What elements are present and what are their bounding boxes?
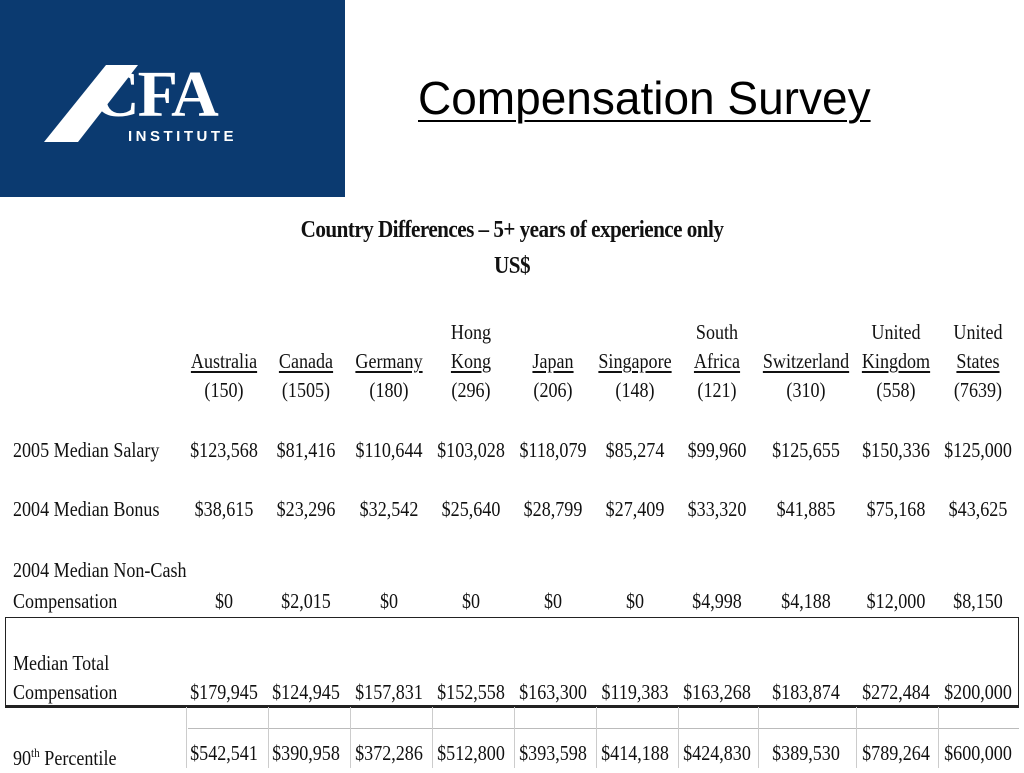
column-name-line: United <box>953 320 1003 344</box>
table-cell: $123,568 <box>190 438 258 462</box>
column-separator <box>678 707 679 768</box>
column-header <box>532 347 573 405</box>
column-name-line: Kingdom <box>861 349 931 373</box>
column-separator <box>596 707 597 768</box>
column-name-line: Japan <box>532 349 574 373</box>
column-separator <box>758 707 759 768</box>
column-name-line: South <box>695 320 739 344</box>
table-cell: $38,615 <box>194 497 254 521</box>
table-cell: $179,945 <box>190 680 258 704</box>
column-header <box>451 318 491 405</box>
column-name-line: Hong <box>450 320 492 344</box>
table-cell: $75,168 <box>866 497 926 521</box>
table-cell: $4,998 <box>692 589 742 613</box>
column-sample-count: (296) <box>451 378 491 402</box>
table-cell: $542,541 <box>190 741 258 765</box>
column-header <box>598 347 671 405</box>
svg-text:CFA: CFA <box>92 58 217 131</box>
total-compensation-highlight-box <box>5 617 1019 706</box>
row-label-superscript: th <box>31 745 40 760</box>
column-sample-count: (558) <box>876 378 916 402</box>
table-title-currency: US$ <box>494 253 530 279</box>
column-separator <box>938 707 939 768</box>
table-cell: $390,958 <box>272 741 340 765</box>
table-cell: $124,945 <box>272 680 340 704</box>
table-title <box>0 212 1024 284</box>
column-header <box>191 347 257 405</box>
table-cell: $25,640 <box>441 497 501 521</box>
table-cell: $27,409 <box>605 497 665 521</box>
table-cell: $512,800 <box>437 741 505 765</box>
column-sample-count: (7639) <box>953 378 1003 402</box>
table-cell: $389,530 <box>772 741 840 765</box>
column-sample-count: (150) <box>204 378 244 402</box>
table-cell: $119,383 <box>601 680 669 704</box>
cfa-institute-logo <box>0 0 345 197</box>
row-label: 2004 Median Non-Cash <box>13 558 187 582</box>
table-cell: $2,015 <box>281 589 331 613</box>
column-separator <box>432 707 433 768</box>
table-cell: $600,000 <box>944 741 1012 765</box>
column-name-line: Kong <box>450 349 492 373</box>
table-cell: $183,874 <box>772 680 840 704</box>
row-label: 2005 Median Salary <box>13 438 160 462</box>
table-cell: $152,558 <box>437 680 505 704</box>
table-cell: $125,655 <box>772 438 840 462</box>
table-cell: $393,598 <box>519 741 587 765</box>
table-cell: $99,960 <box>687 438 747 462</box>
row-label: Median Total <box>13 651 110 675</box>
column-name-line: States <box>956 349 1000 373</box>
row-label: Compensation <box>13 589 118 613</box>
table-cell: $272,484 <box>862 680 930 704</box>
row-label: 2004 Median Bonus <box>13 497 160 521</box>
row-label: Compensation <box>13 680 118 704</box>
column-sample-count: (206) <box>533 378 573 402</box>
row-label: 90th Percentile <box>13 745 117 770</box>
table-cell: $0 <box>543 589 563 613</box>
table-cell: $163,300 <box>519 680 587 704</box>
column-header <box>862 318 930 405</box>
percentile-row-line <box>188 728 1019 729</box>
table-cell: $789,264 <box>862 741 930 765</box>
column-header <box>355 347 422 405</box>
table-cell: $372,286 <box>355 741 423 765</box>
table-cell: $125,000 <box>944 438 1012 462</box>
table-cell: $33,320 <box>687 497 747 521</box>
table-cell: $118,079 <box>519 438 587 462</box>
table-cell: $0 <box>379 589 399 613</box>
table-cell: $12,000 <box>866 589 926 613</box>
table-cell: $414,188 <box>601 741 669 765</box>
table-cell: $157,831 <box>355 680 423 704</box>
table-cell: $85,274 <box>605 438 665 462</box>
table-cell: $4,188 <box>781 589 831 613</box>
column-separator <box>350 707 351 768</box>
svg-text:INSTITUTE: INSTITUTE <box>128 128 237 145</box>
column-separator <box>856 707 857 768</box>
table-title-main: Country Differences – 5+ years of experience only <box>300 217 724 243</box>
column-sample-count: (1505) <box>281 378 331 402</box>
column-sample-count: (180) <box>369 378 409 402</box>
column-name-line: Australia <box>190 349 258 373</box>
table-cell: $163,268 <box>683 680 751 704</box>
column-header <box>763 347 849 405</box>
column-name-line: Germany <box>355 349 423 373</box>
table-cell: $23,296 <box>276 497 336 521</box>
cfa-logo-icon <box>0 0 345 197</box>
column-separator <box>186 707 187 768</box>
table-cell: $81,416 <box>276 438 336 462</box>
table-cell: $32,542 <box>359 497 419 521</box>
column-header <box>279 347 333 405</box>
table-divider-line <box>5 706 1019 708</box>
table-cell: $0 <box>625 589 645 613</box>
column-name-line: Switzerland <box>762 349 850 373</box>
table-cell: $424,830 <box>683 741 751 765</box>
table-cell: $28,799 <box>523 497 583 521</box>
table-cell: $0 <box>214 589 234 613</box>
column-header <box>694 318 740 405</box>
table-cell: $103,028 <box>437 438 505 462</box>
column-separator <box>268 707 269 768</box>
column-sample-count: (148) <box>615 378 655 402</box>
column-header <box>953 318 1002 405</box>
column-name-line: Canada <box>278 349 334 373</box>
column-sample-count: (121) <box>697 378 737 402</box>
column-name-line: United <box>871 320 921 344</box>
column-name-line: Singapore <box>598 349 672 373</box>
table-cell: $150,336 <box>862 438 930 462</box>
table-cell: $0 <box>461 589 481 613</box>
table-cell: $41,885 <box>776 497 836 521</box>
column-sample-count: (310) <box>786 378 826 402</box>
table-cell: $8,150 <box>953 589 1003 613</box>
table-cell: $43,625 <box>948 497 1008 521</box>
table-cell: $200,000 <box>944 680 1012 704</box>
table-cell: $110,644 <box>355 438 423 462</box>
column-separator <box>514 707 515 768</box>
slide-title: Compensation Survey <box>418 72 871 124</box>
column-name-line: Africa <box>693 349 741 373</box>
